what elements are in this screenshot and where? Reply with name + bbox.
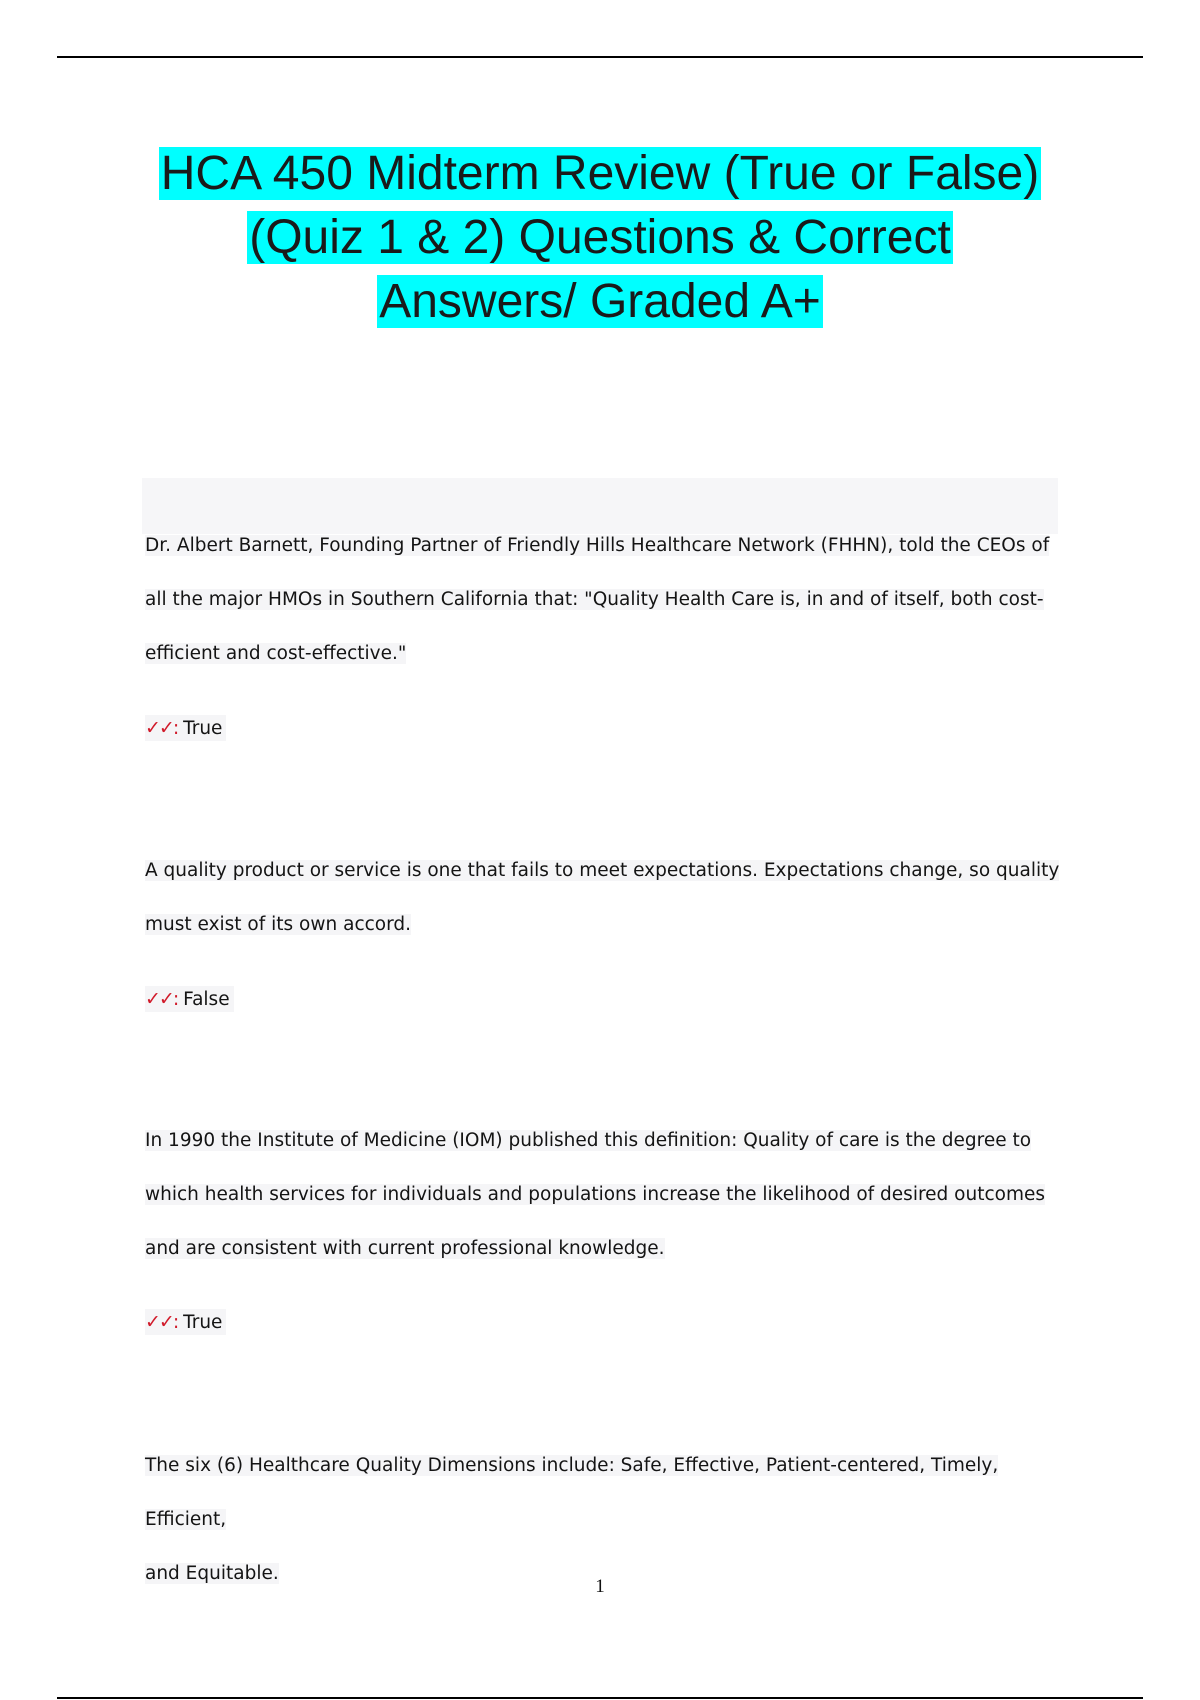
answer-1-value: True <box>183 718 223 739</box>
title-line-1: HCA 450 Midterm Review (True or False) <box>160 147 1040 200</box>
title-line-2: (Quiz 1 & 2) Questions & Correct <box>249 211 951 264</box>
header-rule <box>57 56 1143 58</box>
answer-1 <box>145 715 226 741</box>
question-2 <box>145 844 1065 952</box>
question-3 <box>145 1114 1065 1276</box>
page-number: 1 <box>595 1576 605 1597</box>
answer-3 <box>145 1309 226 1335</box>
question-1-line-1: Dr. Albert Barnett, Founding Partner of Friendly Hills Healthcare Network (FHHN), told the CEOs of <box>145 535 1050 556</box>
question-3-line-2: which health services for individuals and populations increase the likelihood of desired outcomes <box>145 1184 1045 1205</box>
double-check-icon: ✓✓: <box>145 1311 178 1333</box>
question-3-line-1: In 1990 the Institute of Medicine (IOM) published this definition: Quality of care is the degree to <box>145 1130 1032 1151</box>
question-2-line-2: must exist of its own accord. <box>145 914 412 935</box>
answer-2 <box>145 986 234 1012</box>
question-1-line-3: efficient and cost-effective." <box>145 643 407 664</box>
question-2-line-1: A quality product or service is one that fails to meet expectations. Expectations change, so quality <box>145 860 1060 881</box>
question-1 <box>145 519 1065 681</box>
question-4-line-1: The six (6) Healthcare Quality Dimensions include: Safe, Effective, Patient-centered, Timely, Efficient, <box>145 1455 999 1530</box>
question-1-line-2: all the major HMOs in Southern California that: "Quality Health Care is, in and of itself, both cost- <box>145 589 1044 610</box>
question-3-line-3: and are consistent with current professional knowledge. <box>145 1238 665 1259</box>
double-check-icon: ✓✓: <box>145 717 178 739</box>
title-line-3: Answers/ Graded A+ <box>379 275 821 328</box>
document-title <box>0 142 1200 334</box>
question-4-line-2: and Equitable. <box>145 1563 279 1584</box>
double-check-icon: ✓✓: <box>145 988 178 1010</box>
answer-2-value: False <box>183 989 230 1010</box>
answer-3-value: True <box>183 1312 223 1333</box>
footer-rule <box>57 1697 1143 1699</box>
